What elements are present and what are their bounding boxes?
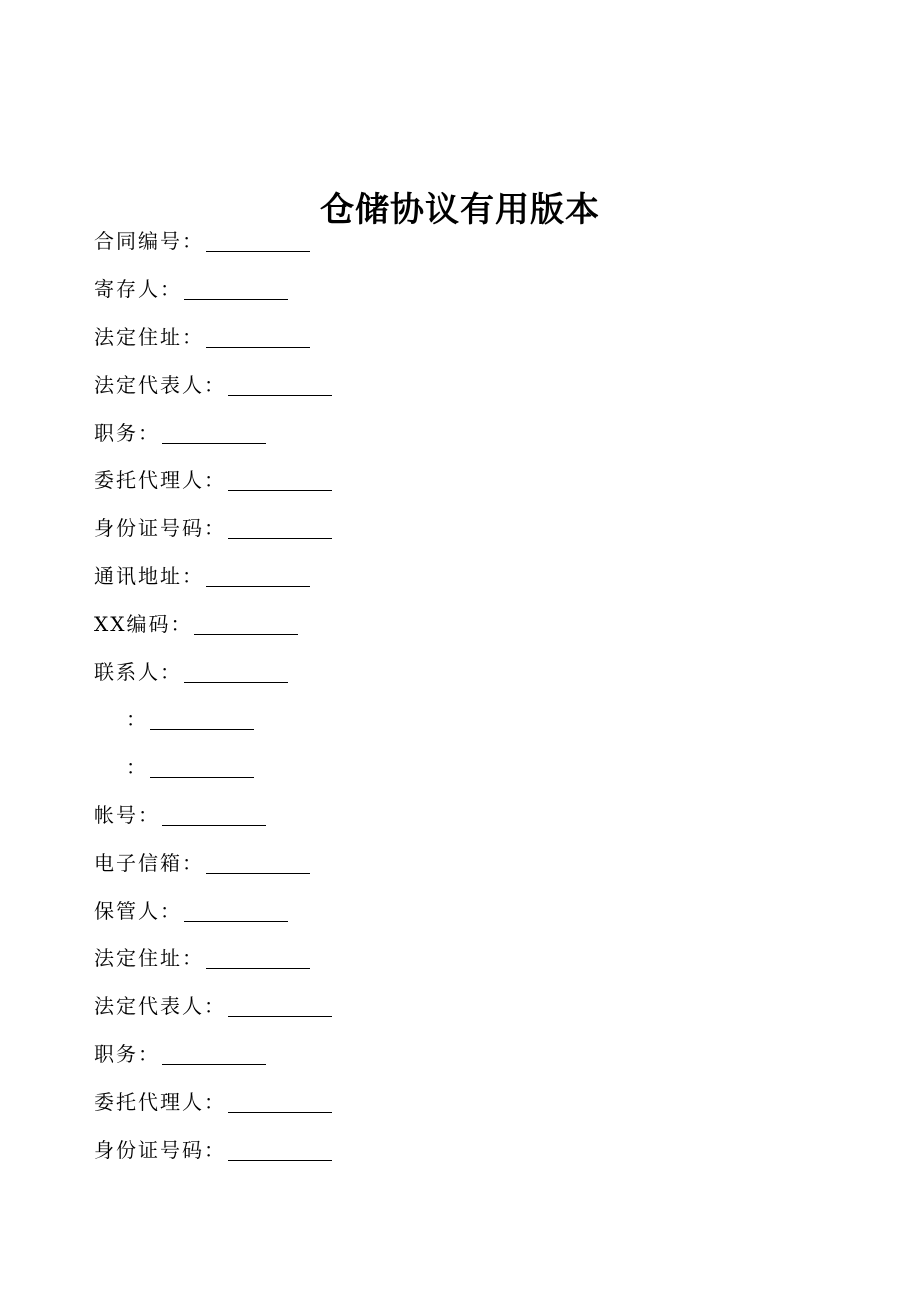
field-label: ： — [126, 755, 148, 780]
field-label: 身份证号码： — [94, 1137, 226, 1162]
blank-line[interactable] — [206, 853, 310, 874]
field-authorized-agent — [94, 455, 332, 503]
field-position — [94, 407, 332, 455]
blank-line[interactable] — [206, 327, 310, 348]
field-legal-address-2 — [94, 933, 332, 981]
blank-line[interactable] — [228, 996, 332, 1017]
field-id-number-2 — [94, 1124, 332, 1172]
blank-line[interactable] — [206, 948, 310, 969]
blank-line[interactable] — [228, 518, 332, 539]
field-contract-number — [94, 216, 332, 264]
blank-line[interactable] — [228, 375, 332, 396]
field-unlabeled-1 — [94, 694, 332, 742]
field-label: 寄存人： — [94, 277, 182, 302]
field-xx-code — [94, 598, 332, 646]
field-label: 帐号： — [94, 802, 160, 827]
field-label: 委托代理人： — [94, 468, 226, 493]
field-account-number — [94, 790, 332, 838]
blank-line[interactable] — [206, 566, 310, 587]
field-label: 法定住址： — [94, 946, 204, 971]
field-label: 身份证号码： — [94, 516, 226, 541]
blank-line[interactable] — [150, 757, 254, 778]
blank-line[interactable] — [206, 231, 310, 252]
field-label: 法定住址： — [94, 324, 204, 349]
blank-line[interactable] — [184, 279, 288, 300]
field-label: XX编码： — [94, 611, 193, 636]
blank-line[interactable] — [162, 423, 266, 444]
document-title: 仓储协议有用版本 — [320, 189, 600, 230]
form-fields-list — [94, 216, 332, 1172]
blank-line[interactable] — [228, 1092, 332, 1113]
field-mailing-address — [94, 551, 332, 599]
blank-line[interactable] — [162, 1044, 266, 1065]
field-position-2 — [94, 1029, 332, 1077]
field-legal-address — [94, 312, 332, 360]
field-label: 职务： — [94, 420, 160, 445]
field-label: 委托代理人： — [94, 1089, 226, 1114]
field-label: ： — [126, 707, 148, 732]
blank-line[interactable] — [162, 805, 266, 826]
field-legal-representative-2 — [94, 981, 332, 1029]
field-label: 法定代表人： — [94, 372, 226, 397]
field-id-number — [94, 503, 332, 551]
field-authorized-agent-2 — [94, 1076, 332, 1124]
field-label: 职务： — [94, 1041, 160, 1066]
field-label: 通讯地址： — [94, 563, 204, 588]
blank-line[interactable] — [194, 614, 298, 635]
blank-line[interactable] — [184, 901, 288, 922]
field-custodian — [94, 885, 332, 933]
field-depositor — [94, 264, 332, 312]
blank-line[interactable] — [184, 662, 288, 683]
field-label: 合同编号： — [94, 229, 204, 254]
field-email — [94, 837, 332, 885]
field-unlabeled-2 — [94, 742, 332, 790]
field-label: 法定代表人： — [94, 994, 226, 1019]
blank-line[interactable] — [228, 1140, 332, 1161]
field-legal-representative — [94, 359, 332, 407]
field-contact-person — [94, 646, 332, 694]
blank-line[interactable] — [150, 709, 254, 730]
field-label: 电子信箱： — [94, 850, 204, 875]
blank-line[interactable] — [228, 470, 332, 491]
field-label: 联系人： — [94, 659, 182, 684]
field-label: 保管人： — [94, 898, 182, 923]
